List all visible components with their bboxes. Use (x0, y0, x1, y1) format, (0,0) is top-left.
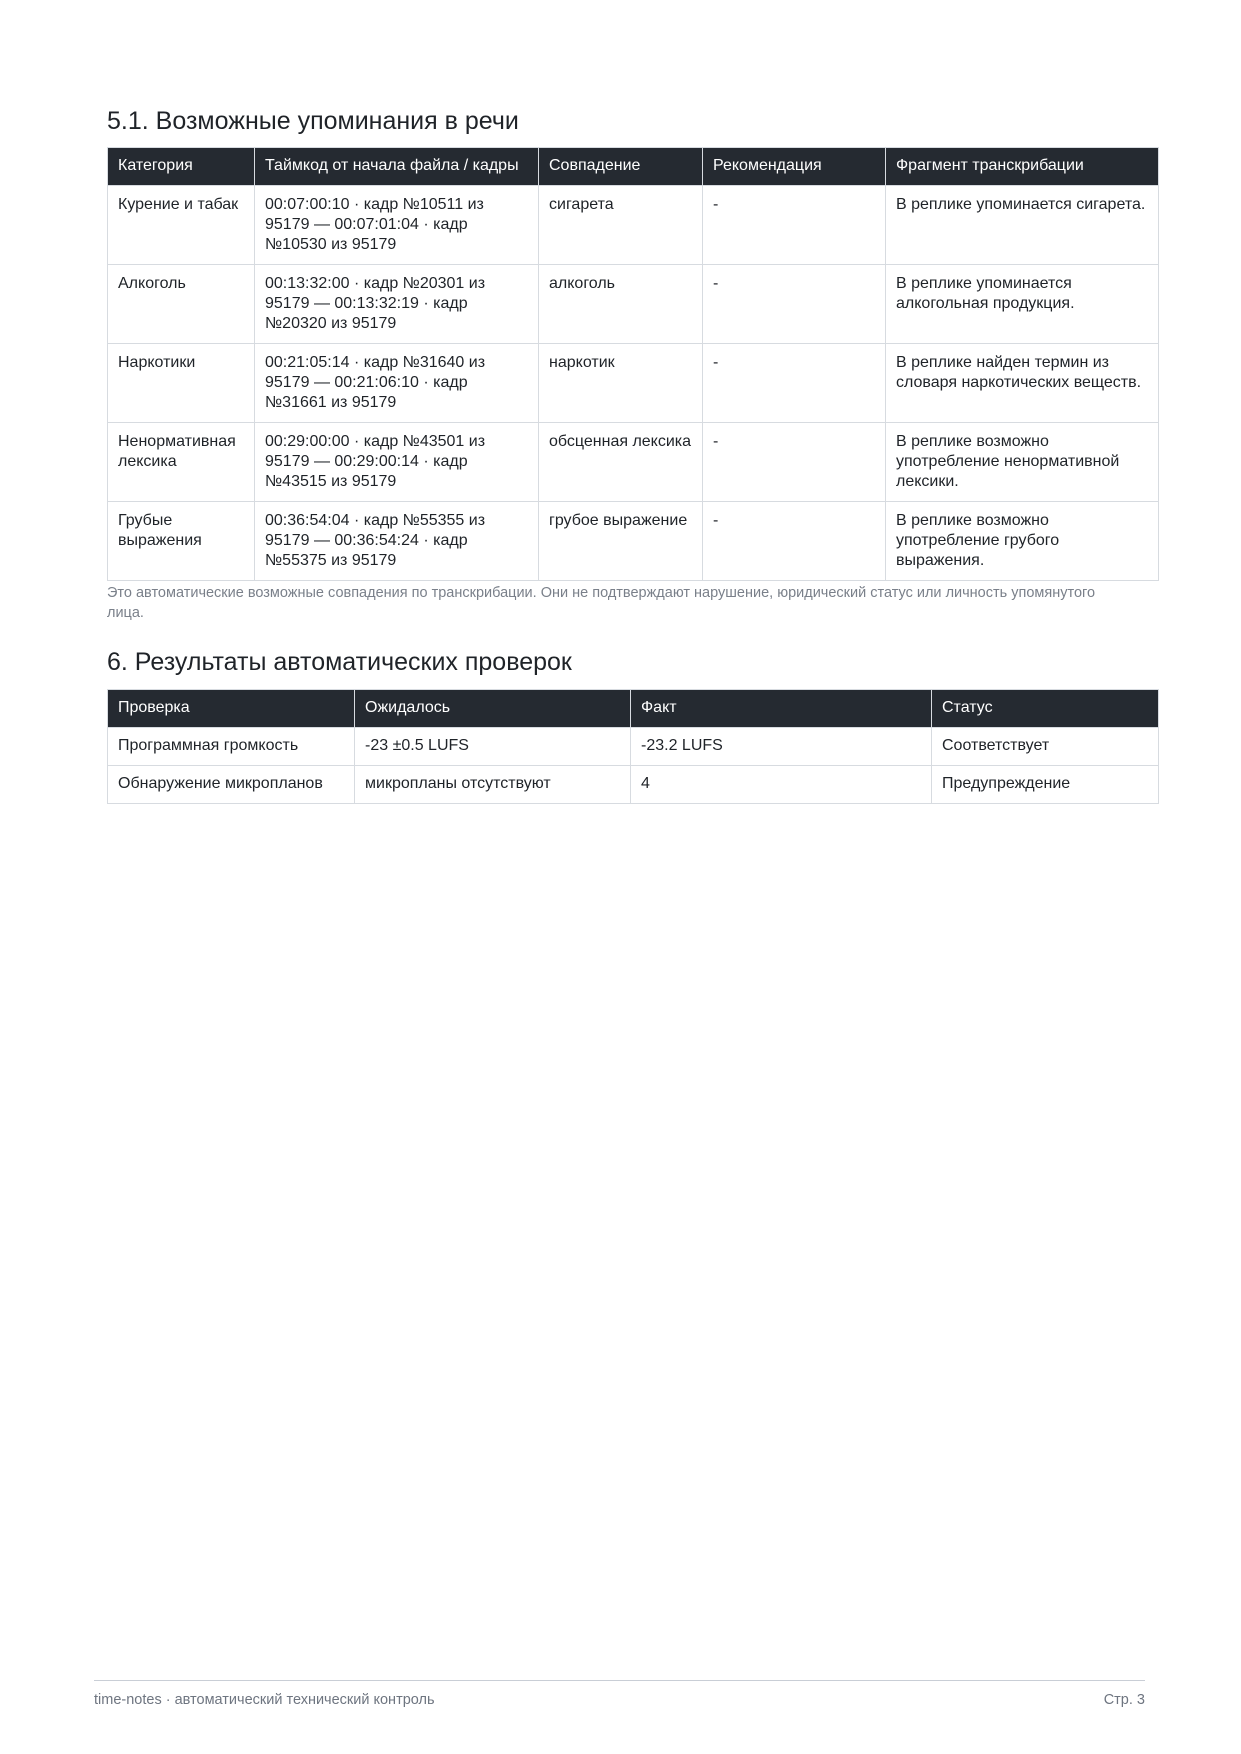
status-cell: Соответствует (932, 728, 1159, 766)
column-header: Факт (631, 690, 932, 728)
table-row (108, 265, 1159, 344)
transcript-fragment-cell: В реплике упоминается сигарета. (886, 186, 1159, 265)
recommendation-cell: - (703, 502, 886, 581)
table-row (108, 502, 1159, 581)
table-row (108, 766, 1159, 804)
timecode-cell: 00:13:32:00 · кадр №20301 из 95179 — 00:13:32:19 · кадр №20320 из 95179 (255, 265, 539, 344)
recommendation-cell: - (703, 344, 886, 423)
transcript-fragment-cell: В реплике возможно употребление ненормативной лексики. (886, 423, 1159, 502)
table-row (108, 728, 1159, 766)
column-header: Фрагмент транскрибации (886, 148, 1159, 186)
check-name-cell: Обнаружение микропланов (108, 766, 355, 804)
timecode-cell: 00:36:54:04 · кадр №55355 из 95179 — 00:36:54:24 · кадр №55375 из 95179 (255, 502, 539, 581)
expected-cell: -23 ±0.5 LUFS (355, 728, 631, 766)
recommendation-cell: - (703, 423, 886, 502)
check-name-cell: Программная громкость (108, 728, 355, 766)
category-cell: Курение и табак (108, 186, 255, 265)
expected-cell: микропланы отсутствуют (355, 766, 631, 804)
table-header-row (108, 148, 1159, 186)
match-cell: наркотик (539, 344, 703, 423)
timecode-cell: 00:21:05:14 · кадр №31640 из 95179 — 00:21:06:10 · кадр №31661 из 95179 (255, 344, 539, 423)
transcript-fragment-cell: В реплике упоминается алкогольная продукция. (886, 265, 1159, 344)
automatic-checks-table (107, 689, 1159, 804)
category-cell: Алкоголь (108, 265, 255, 344)
column-header: Таймкод от начала файла / кадры (255, 148, 539, 186)
status-cell: Предупреждение (932, 766, 1159, 804)
column-header: Рекомендация (703, 148, 886, 186)
table-row (108, 344, 1159, 423)
section-title-automatic-checks: 6. Результаты автоматических проверок (107, 648, 572, 676)
column-header: Ожидалось (355, 690, 631, 728)
match-cell: сигарета (539, 186, 703, 265)
footer-text: time-notes · автоматический технический контроль (94, 1692, 435, 1708)
speech-mentions-table (107, 147, 1159, 581)
speech-mentions-note: Это автоматические возможные совпадения по транскрибации. Они не подтверждают нарушение, юридический статус или личность упомянутого лица. (107, 585, 1096, 621)
match-cell: алкоголь (539, 265, 703, 344)
footer-divider (94, 1680, 1145, 1681)
match-cell: грубое выражение (539, 502, 703, 581)
actual-cell: 4 (631, 766, 932, 804)
transcript-fragment-cell: В реплике найден термин из словаря наркотических веществ. (886, 344, 1159, 423)
actual-cell: -23.2 LUFS (631, 728, 932, 766)
column-header: Категория (108, 148, 255, 186)
match-cell: обсценная лексика (539, 423, 703, 502)
category-cell: Наркотики (108, 344, 255, 423)
table-row (108, 186, 1159, 265)
page-number: Стр. 3 (1103, 1692, 1145, 1708)
section-title-speech-mentions: 5.1. Возможные упоминания в речи (107, 107, 519, 135)
timecode-cell: 00:07:00:10 · кадр №10511 из 95179 — 00:07:01:04 · кадр №10530 из 95179 (255, 186, 539, 265)
page-content (107, 106, 1158, 804)
category-cell: Грубые выражения (108, 502, 255, 581)
table-header-row (108, 690, 1159, 728)
recommendation-cell: - (703, 265, 886, 344)
column-header: Совпадение (539, 148, 703, 186)
timecode-cell: 00:29:00:00 · кадр №43501 из 95179 — 00:29:00:14 · кадр №43515 из 95179 (255, 423, 539, 502)
column-header: Статус (932, 690, 1159, 728)
transcript-fragment-cell: В реплике возможно употребление грубого выражения. (886, 502, 1159, 581)
table-row (108, 423, 1159, 502)
recommendation-cell: - (703, 186, 886, 265)
category-cell: Ненормативная лексика (108, 423, 255, 502)
column-header: Проверка (108, 690, 355, 728)
